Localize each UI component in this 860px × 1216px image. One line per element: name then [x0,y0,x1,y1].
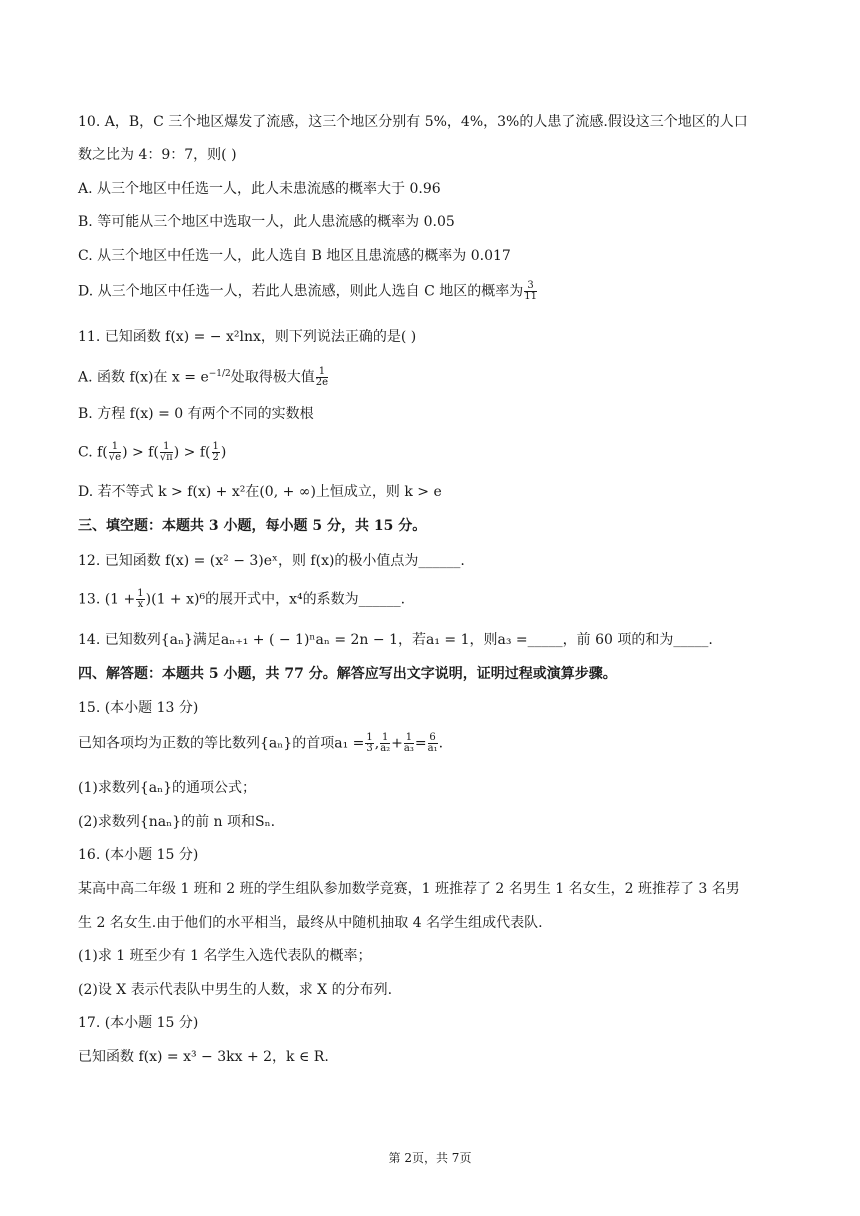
numerator: 1 [137,588,144,599]
denominator: 2 [212,452,219,463]
q16-stem-line1: 某高中高二年级 1 班和 2 班的学生组队参加数学竞赛，1 班推荐了 2 名男生 1 名女生，2 班推荐了 3 名男 [78,881,740,897]
q11-option-a [78,364,329,388]
section-4-heading: 四、解答题：本题共 5 小题，共 77 分。解答应写出文字说明，证明过程或演算步骤。 [78,666,617,682]
q11-option-c [78,442,226,463]
fraction [136,589,144,610]
q10-stem-line1: 10. A，B，C 三个地区爆发了流感，这三个地区分别有 5%，4%，3%的人患了流感.假设这三个地区的人口 [78,114,748,130]
q17-heading: 17. (本小题 15 分) [78,1015,199,1031]
fraction [380,733,390,754]
q11-option-d: D. 若不等式 k > f(x) + x²在(0, + ∞)上恒成立，则 k > e [78,484,442,500]
q13-pre: 13. (1 + [78,591,136,608]
q16-part-2: (2)设 X 表示代表队中男生的人数，求 X 的分布列. [78,982,393,998]
q11-option-b: B. 方程 f(x) = 0 有两个不同的实数根 [78,406,314,422]
denominator: a₁ [427,743,438,754]
q11-a-mid: 处取得极大值 [230,369,315,386]
numerator: 3 [524,281,537,292]
q10-option-d-text: D. 从三个地区中任选一人，若此人患流感，则此人选自 C 地区的概率为 [78,283,524,300]
denominator: x [137,599,144,610]
fraction [404,733,414,754]
numerator: 1 [160,442,173,453]
q11-c-end: ) [220,444,227,461]
q17-stem: 已知函数 f(x) = x³ − 3kx + 2，k ∈ R. [78,1049,329,1065]
q10-option-a: A. 从三个地区中任选一人，此人未患流感的概率大于 0.96 [78,181,441,197]
q16-stem-line2: 生 2 名女生.由于他们的水平相当，最终从中随机抽取 4 名学生组成代表队. [78,915,543,931]
q16-part-1: (1)求 1 班至少有 1 名学生入选代表队的概率； [78,948,372,964]
denominator: a₂ [380,743,391,754]
question-12: 12. 已知函数 f(x) = (x² − 3)eˣ，则 f(x)的极小值点为______. [78,553,465,569]
q15-stem-text: 已知各项均为正数的等比数列{aₙ}的首项a₁ = [78,735,365,752]
q10-option-c: C. 从三个地区中任选一人，此人选自 B 地区且患流感的概率为 0.017 [78,248,511,264]
numerator: 1 [212,441,219,452]
q15-stem [78,733,443,754]
comma: , [374,735,380,752]
q11-stem: 11. 已知函数 f(x) = − x²lnx，则下列说法正确的是( ) [78,329,417,345]
denominator: √e [108,452,122,463]
numerator: 1 [316,367,328,378]
q13-post: )(1 + x)⁶的展开式中，x⁴的系数为______. [145,591,406,608]
equals-sign: = [414,735,427,752]
q11-c-mid1: ) > f( [122,444,159,461]
denominator: 3 [366,743,373,754]
numerator: 1 [405,732,413,743]
fraction [316,367,328,388]
q10-option-b: B. 等可能从三个地区中选取一人，此人患流感的概率为 0.05 [78,214,455,230]
q15-heading: 15. (本小题 13 分) [78,700,199,716]
fraction [524,281,537,302]
fraction [160,442,173,463]
numerator: 1 [381,732,389,743]
denominator: 11 [524,291,537,302]
question-13 [78,589,405,610]
denominator: a₃ [403,743,414,754]
q15-part-2: (2)求数列{naₙ}的前 n 项和Sₙ. [78,814,276,830]
fraction [109,442,121,463]
page-footer: 第 2页，共 7页 [388,1151,472,1165]
plus-sign: + [391,735,403,752]
q10-stem-line2: 数之比为 4：9：7，则( ) [78,147,237,163]
fraction [428,733,438,754]
denominator: √π [159,452,173,463]
q16-heading: 16. (本小题 15 分) [78,847,199,863]
q11-a-text: A. 函数 f(x)在 x = e [78,369,209,386]
q10-option-d [78,281,538,302]
q11-c-pre: C. f( [78,444,108,461]
numerator: 6 [429,732,436,743]
fraction [365,733,373,754]
q15-part-1: (1)求数列{aₙ}的通项公式； [78,780,257,796]
question-14: 14. 已知数列{aₙ}满足aₙ₊₁ + ( − 1)ⁿaₙ = 2n − 1，若a₁ = 1，则a₃ =_____，前 60 项的和为_____. [78,632,713,648]
numerator: 1 [366,732,373,743]
denominator: 2e [315,377,329,389]
exponent: −1/2 [208,369,231,379]
section-3-heading: 三、填空题：本题共 3 小题，每小题 5 分，共 15 分。 [78,518,427,534]
period: . [438,735,444,752]
numerator: 1 [109,442,121,453]
fraction [212,442,220,463]
q11-c-mid2: ) > f( [173,444,211,461]
